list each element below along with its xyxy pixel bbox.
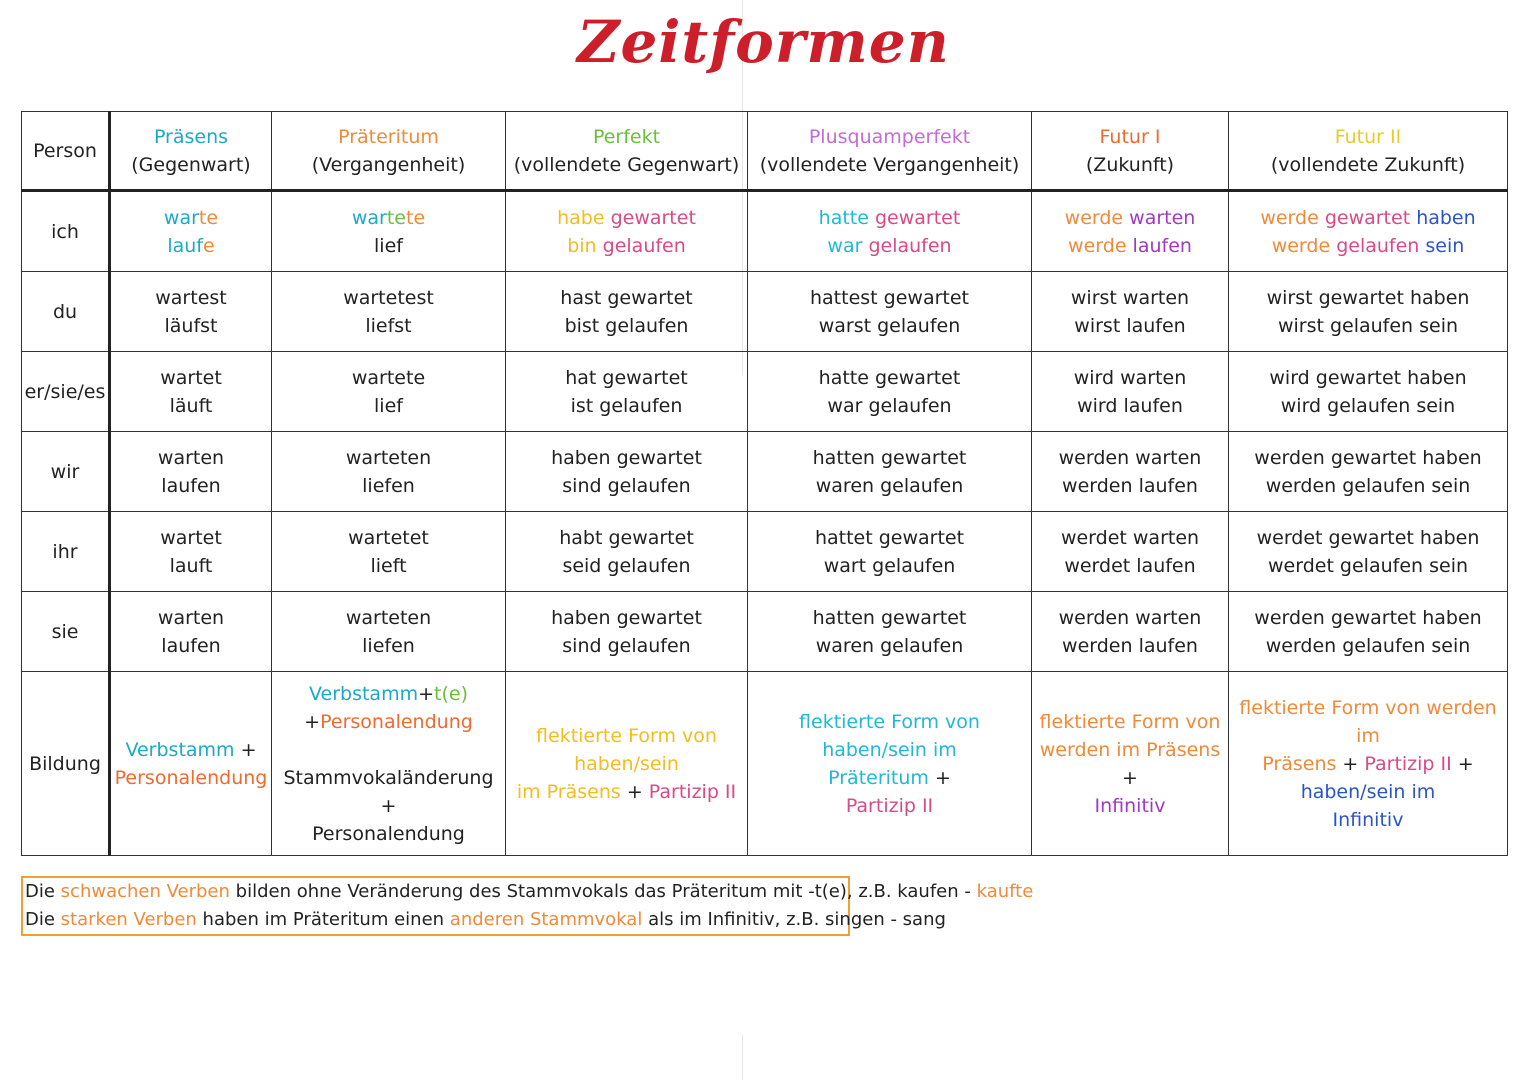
text-line: [750, 312, 1029, 340]
text-line: [750, 632, 1029, 660]
text-segment: wirst warten: [1070, 286, 1190, 309]
text-segment: laufen: [161, 634, 221, 657]
text-segment: hast gewartet: [560, 286, 693, 309]
text-segment: gewartet: [1324, 206, 1417, 229]
text-segment: e: [202, 234, 215, 257]
tense-description: (vollendete Zukunft): [1270, 153, 1466, 176]
text-segment: kaufte: [976, 881, 1034, 902]
conjugation-cell: [1032, 592, 1229, 672]
person-cell: ich: [22, 191, 110, 272]
text-line: [274, 392, 503, 420]
text-line: [113, 284, 269, 312]
text-segment: werden laufen: [1062, 634, 1198, 657]
text-segment: lauf: [167, 234, 203, 257]
tense-description: (Gegenwart): [131, 153, 251, 176]
text-segment: gelaufen: [602, 234, 686, 257]
text-segment: läufst: [164, 314, 218, 337]
text-line: [274, 444, 503, 472]
text-line: [113, 444, 269, 472]
text-line: [1034, 632, 1226, 660]
text-segment: lieft: [370, 554, 407, 577]
text-segment: Verbstamm: [125, 738, 235, 761]
text-segment: hatte gewartet: [818, 366, 961, 389]
text-segment: werden gelaufen sein: [1265, 634, 1471, 657]
text-segment: flektierte Form von: [1039, 710, 1221, 733]
conjugation-cell: [110, 272, 272, 352]
text-line: [113, 232, 269, 260]
text-line: [113, 364, 269, 392]
conjugation-cell: [506, 352, 748, 432]
tense-header-praesens: [110, 112, 272, 191]
text-line: [508, 444, 745, 472]
text-segment: te: [198, 206, 219, 229]
conjugation-cell: [748, 272, 1032, 352]
text-line: [508, 232, 745, 260]
conjugation-cell: [748, 592, 1032, 672]
text-segment: te: [386, 206, 406, 229]
text-segment: flektierte Form von werden im: [1239, 696, 1497, 747]
text-line: [113, 604, 269, 632]
text-line: [113, 632, 269, 660]
text-line: [1231, 604, 1505, 632]
text-line: [1231, 364, 1505, 392]
text-line: [274, 284, 503, 312]
conjugation-row: [22, 272, 1508, 352]
text-segment: liefst: [365, 314, 412, 337]
text-segment: +: [304, 710, 321, 733]
text-segment: wartet: [160, 366, 222, 389]
text-line: [274, 312, 503, 340]
text-line: [274, 604, 503, 632]
bildung-cell: [1032, 672, 1229, 856]
tense-header-futur2: [1229, 112, 1508, 191]
text-segment: Präsens: [1262, 752, 1337, 775]
conjugation-cell: [1032, 191, 1229, 272]
text-segment: hatten gewartet: [812, 606, 967, 629]
text-line: [1034, 392, 1226, 420]
text-line: [750, 552, 1029, 580]
tense-name: Präsens: [153, 125, 229, 148]
conjugation-cell: [748, 432, 1032, 512]
text-segment: läuft: [169, 394, 213, 417]
text-segment: war: [827, 234, 869, 257]
text-segment: ist gelaufen: [570, 394, 683, 417]
text-line: [1231, 312, 1505, 340]
text-line: [113, 312, 269, 340]
text-line: [113, 552, 269, 580]
text-segment: werdet gewartet haben: [1256, 526, 1480, 549]
text-line: [1231, 444, 1505, 472]
text-segment: hatte: [818, 206, 875, 229]
text-segment: werden gelaufen sein: [1265, 474, 1471, 497]
text-line: [1034, 444, 1226, 472]
conjugation-cell: [506, 272, 748, 352]
text-segment: haben im Präteritum einen: [196, 909, 450, 930]
text-segment: im Präsens: [516, 780, 621, 803]
text-segment: laufen: [1132, 234, 1192, 257]
text-segment: werdet gelaufen sein: [1267, 554, 1469, 577]
text-segment: werde: [1271, 234, 1337, 257]
conjugation-cell: [1229, 512, 1508, 592]
conjugation-row: [22, 191, 1508, 272]
text-segment: waren gelaufen: [815, 634, 964, 657]
conjugation-cell: [110, 352, 272, 432]
conjugation-cell: [506, 592, 748, 672]
text-line: [750, 764, 1029, 792]
text-line: [1034, 232, 1226, 260]
text-line: [1231, 632, 1505, 660]
text-line: [508, 604, 745, 632]
text-line: [1034, 524, 1226, 552]
conjugation-row: [22, 512, 1508, 592]
text-line: [113, 204, 269, 232]
conjugation-cell: [748, 191, 1032, 272]
conjugation-cell: [1229, 352, 1508, 432]
text-line: [750, 472, 1029, 500]
text-segment: werden im Präsens: [1039, 738, 1221, 761]
text-line: [274, 680, 503, 708]
conjugation-cell: [506, 191, 748, 272]
text-segment: seid gelaufen: [562, 554, 691, 577]
text-segment: lief: [374, 394, 403, 417]
text-segment: te: [406, 206, 426, 229]
text-segment: sind gelaufen: [562, 634, 691, 657]
text-segment: wirst laufen: [1074, 314, 1186, 337]
text-line: [508, 524, 745, 552]
text-segment: haben/sein im: [1300, 780, 1436, 803]
text-segment: habe: [557, 206, 611, 229]
text-line: [1034, 284, 1226, 312]
conjugation-cell: [506, 512, 748, 592]
text-line: [508, 778, 745, 806]
text-line: [1231, 232, 1505, 260]
text-segment: Die: [25, 881, 61, 902]
text-segment: als im Infinitiv, z.B. singen - sang: [642, 909, 946, 930]
text-segment: war: [163, 206, 199, 229]
text-segment: wirst gewartet haben: [1266, 286, 1470, 309]
text-segment: werdet laufen: [1064, 554, 1196, 577]
text-segment: +: [1122, 766, 1138, 789]
text-segment: werden gewartet haben: [1254, 446, 1482, 469]
text-segment: laufen: [161, 474, 221, 497]
text-line: [1034, 708, 1226, 736]
text-line: [1034, 312, 1226, 340]
bildung-cell: [748, 672, 1032, 856]
conjugation-cell: [1229, 191, 1508, 272]
text-segment: +: [1336, 752, 1365, 775]
text-line: [274, 524, 503, 552]
text-line: [1034, 472, 1226, 500]
conjugation-cell: [110, 592, 272, 672]
person-header: Person: [22, 112, 110, 191]
conjugation-row: [22, 592, 1508, 672]
conjugation-row: [22, 432, 1508, 512]
text-segment: Partizip II: [1364, 752, 1452, 775]
text-line: [1231, 284, 1505, 312]
text-line: [274, 820, 503, 848]
conjugation-cell: [272, 352, 506, 432]
text-segment: habt gewartet: [559, 526, 694, 549]
text-line: [113, 392, 269, 420]
text-segment: werden laufen: [1062, 474, 1198, 497]
text-segment: warteten: [345, 606, 432, 629]
text-segment: hattet gewartet: [814, 526, 965, 549]
text-line: [1034, 552, 1226, 580]
conjugation-cell: [272, 592, 506, 672]
text-line: [750, 708, 1029, 764]
text-line: [274, 708, 503, 736]
text-segment: Partizip II: [845, 794, 934, 817]
text-line: [1034, 736, 1226, 792]
text-line: [508, 472, 745, 500]
text-line: [508, 392, 745, 420]
text-segment: wird gelaufen sein: [1280, 394, 1456, 417]
text-segment: Stammvokaländerung +: [283, 766, 494, 817]
person-cell: du: [22, 272, 110, 352]
text-segment: haben gewartet: [551, 606, 702, 629]
text-segment: werde: [1064, 206, 1130, 229]
text-segment: wird gewartet haben: [1269, 366, 1467, 389]
text-segment: +: [928, 766, 951, 789]
text-segment: schwachen Verben: [60, 881, 230, 902]
text-line: [750, 364, 1029, 392]
tense-description: (vollendete Vergangenheit): [759, 153, 1020, 176]
text-segment: warteten: [345, 446, 432, 469]
tense-name: Plusquamperfekt: [808, 125, 971, 148]
text-segment: Partizip II: [648, 780, 737, 803]
text-line: [508, 722, 745, 778]
person-cell: wir: [22, 432, 110, 512]
text-segment: warten: [157, 606, 225, 629]
text-line: [274, 552, 503, 580]
text-line: [750, 792, 1029, 820]
text-segment: wartetest: [343, 286, 434, 309]
text-line: [1034, 364, 1226, 392]
text-line: [113, 472, 269, 500]
text-segment: lief: [374, 234, 403, 257]
text-segment: werden warten: [1058, 446, 1202, 469]
text-segment: sind gelaufen: [562, 474, 691, 497]
text-line: [508, 632, 745, 660]
tense-description: (vollendete Gegenwart): [513, 153, 740, 176]
text-line: [113, 524, 269, 552]
conjugation-cell: [506, 432, 748, 512]
text-segment: t(e): [434, 682, 468, 705]
conjugation-cell: [748, 512, 1032, 592]
tense-name: Futur I: [1099, 125, 1161, 148]
text-segment: hat gewartet: [565, 366, 688, 389]
tense-name: Präteritum: [338, 125, 439, 148]
text-line: [1231, 694, 1505, 750]
text-line: [750, 444, 1029, 472]
text-line: [274, 232, 503, 260]
text-segment: bin: [567, 234, 603, 257]
text-segment: +: [620, 780, 649, 803]
text-line: [1231, 806, 1505, 834]
text-segment: wartete: [351, 366, 426, 389]
text-line: [1231, 524, 1505, 552]
text-segment: gelaufen: [1336, 234, 1426, 257]
bildung-cell: [272, 672, 506, 856]
text-segment: sein: [1425, 234, 1465, 257]
tense-description: (Vergangenheit): [311, 153, 466, 176]
text-line: [1231, 750, 1505, 806]
text-line: [508, 312, 745, 340]
person-cell: ihr: [22, 512, 110, 592]
text-line: [1231, 204, 1505, 232]
text-segment: wartest: [155, 286, 227, 309]
conjugation-cell: [110, 191, 272, 272]
text-segment: flektierte Form von haben/sein: [536, 724, 717, 775]
info-note: [21, 876, 1034, 936]
text-segment: +: [234, 738, 257, 761]
tense-name: Futur II: [1334, 125, 1402, 148]
tense-header-perfekt: [506, 112, 748, 191]
conjugation-cell: [1032, 432, 1229, 512]
text-segment: starken Verben: [60, 909, 197, 930]
text-segment: wird warten: [1073, 366, 1187, 389]
table-body: [22, 112, 1508, 856]
conjugation-cell: [272, 272, 506, 352]
text-segment: wird laufen: [1077, 394, 1183, 417]
bildung-label: Bildung: [22, 672, 110, 856]
text-line: [274, 204, 503, 232]
conjugation-cell: [1032, 272, 1229, 352]
text-segment: Die: [25, 909, 61, 930]
text-segment: bist gelaufen: [564, 314, 689, 337]
text-line: [1231, 392, 1505, 420]
conjugation-row: [22, 352, 1508, 432]
tense-header-praeteritum: [272, 112, 506, 191]
conjugation-cell: [1229, 432, 1508, 512]
text-segment: flektierte Form von haben/sein im: [799, 710, 980, 761]
header-row: [22, 112, 1508, 191]
conjugation-cell: [1229, 272, 1508, 352]
text-segment: werde: [1068, 234, 1133, 257]
text-segment: Präteritum: [828, 766, 929, 789]
person-cell: sie: [22, 592, 110, 672]
text-segment: wart gelaufen: [823, 554, 956, 577]
text-segment: werden warten: [1058, 606, 1202, 629]
tense-header-futur1: [1032, 112, 1229, 191]
text-line: [750, 232, 1029, 260]
text-segment: warten: [157, 446, 225, 469]
text-line: [508, 364, 745, 392]
text-segment: liefen: [362, 634, 415, 657]
tense-header-plusquamperfekt: [748, 112, 1032, 191]
text-line: [1231, 472, 1505, 500]
text-segment: warten: [1129, 206, 1196, 229]
text-segment: Verbstamm: [309, 682, 419, 705]
tense-name: Perfekt: [592, 125, 661, 148]
text-line: [274, 736, 503, 764]
text-segment: wartet: [160, 526, 222, 549]
text-line: [508, 204, 745, 232]
text-line: [508, 552, 745, 580]
text-segment: werde: [1260, 206, 1325, 229]
text-line: [113, 736, 269, 764]
bildung-cell: [110, 672, 272, 856]
text-segment: bilden ohne Veränderung des Stammvokals das Präteritum mit -t(e), z.B. kaufen -: [229, 881, 977, 902]
text-segment: hatten gewartet: [812, 446, 967, 469]
text-line: [25, 906, 946, 934]
text-line: [274, 472, 503, 500]
text-line: [25, 878, 1034, 906]
text-line: [113, 764, 269, 792]
conjugation-cell: [1032, 512, 1229, 592]
text-line: [508, 284, 745, 312]
text-segment: Personalendung: [320, 710, 473, 733]
text-segment: +: [418, 682, 435, 705]
text-segment: Infinitiv: [1332, 808, 1404, 831]
text-segment: +: [1451, 752, 1474, 775]
text-line: [1034, 792, 1226, 820]
text-segment: haben: [1416, 206, 1476, 229]
conjugation-cell: [272, 191, 506, 272]
text-segment: war: [351, 206, 387, 229]
text-segment: Infinitiv: [1094, 794, 1166, 817]
text-segment: liefen: [362, 474, 415, 497]
page-title: Zeitformen: [577, 8, 950, 76]
text-segment: werdet warten: [1060, 526, 1200, 549]
conjugation-cell: [1032, 352, 1229, 432]
person-cell: er/sie/es: [22, 352, 110, 432]
tense-table: [21, 111, 1508, 856]
text-line: [274, 764, 503, 820]
text-segment: anderen Stammvokal: [449, 909, 643, 930]
text-segment: waren gelaufen: [815, 474, 964, 497]
bildung-row: [22, 672, 1508, 856]
text-line: [274, 364, 503, 392]
text-segment: gewartet: [610, 206, 696, 229]
text-segment: wartetet: [348, 526, 429, 549]
conjugation-cell: [110, 512, 272, 592]
text-segment: Personalendung: [114, 766, 268, 789]
text-segment: gewartet: [874, 206, 961, 229]
text-line: [750, 524, 1029, 552]
conjugation-cell: [110, 432, 272, 512]
text-segment: werden gewartet haben: [1254, 606, 1482, 629]
text-segment: warst gelaufen: [818, 314, 961, 337]
text-segment: Personalendung: [312, 822, 465, 845]
tense-description: (Zukunft): [1085, 153, 1175, 176]
text-line: [750, 284, 1029, 312]
text-line: [1231, 552, 1505, 580]
text-segment: hattest gewartet: [810, 286, 969, 309]
text-segment: war gelaufen: [827, 394, 952, 417]
text-line: [750, 392, 1029, 420]
page-fold-line: [742, 1035, 743, 1080]
text-line: [1034, 604, 1226, 632]
text-line: [750, 604, 1029, 632]
text-line: [1034, 204, 1226, 232]
conjugation-cell: [272, 432, 506, 512]
text-segment: gelaufen: [868, 234, 952, 257]
text-segment: lauft: [169, 554, 213, 577]
text-line: [274, 632, 503, 660]
text-line: [750, 204, 1029, 232]
text-segment: haben gewartet: [551, 446, 702, 469]
bildung-cell: [506, 672, 748, 856]
conjugation-cell: [748, 352, 1032, 432]
bildung-cell: [1229, 672, 1508, 856]
text-segment: wirst gelaufen sein: [1277, 314, 1459, 337]
conjugation-cell: [1229, 592, 1508, 672]
conjugation-cell: [272, 512, 506, 592]
